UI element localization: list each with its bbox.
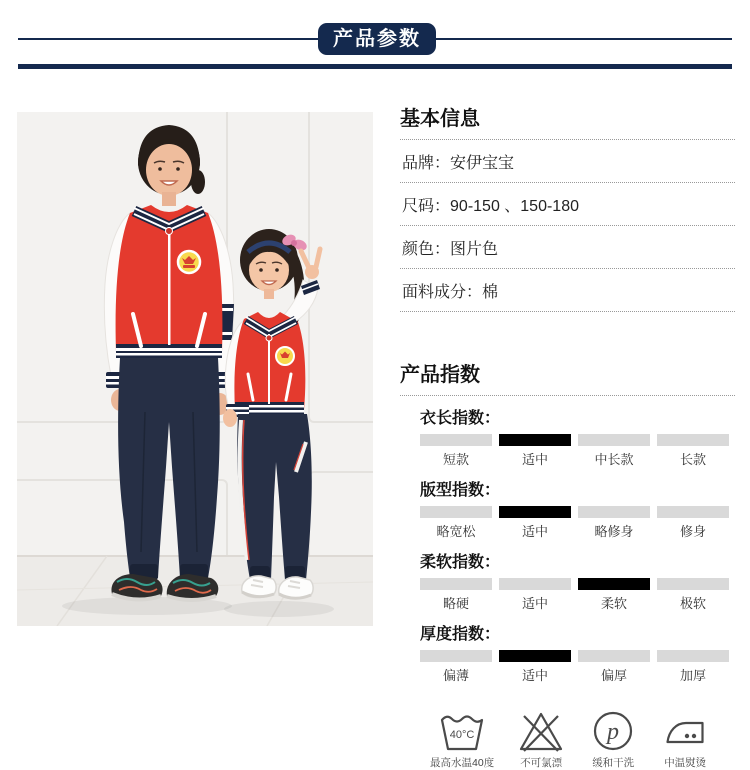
care-label-iron: 中温熨烫 (664, 757, 707, 769)
care-item-iron (660, 710, 710, 770)
fit-index-bars (420, 506, 735, 518)
index-bar (420, 578, 492, 590)
index-bar (420, 650, 492, 662)
product-index-title: 产品指数 (400, 358, 735, 396)
index-group-softness (400, 549, 735, 612)
index-bar (578, 578, 650, 590)
wash-40-icon (437, 710, 487, 752)
color-value: 图片色 (450, 241, 499, 258)
index-option: 修身 (679, 524, 706, 539)
index-option: 略修身 (594, 524, 634, 539)
index-option: 短款 (442, 452, 469, 467)
index-option: 略硬 (442, 596, 469, 611)
index-bar (657, 578, 729, 590)
brand-value: 安伊宝宝 (450, 155, 515, 172)
index-option: 加厚 (679, 668, 706, 683)
index-option: 中长款 (594, 452, 634, 467)
index-group-fit (400, 477, 735, 540)
index-bar (578, 434, 650, 446)
thickness-index-label: 厚度指数： (420, 626, 501, 643)
index-option: 极软 (679, 596, 706, 611)
care-label-dryclean: 缓和干洗 (592, 757, 635, 769)
dry-clean-gentle-icon (588, 710, 638, 752)
no-bleach-icon (516, 710, 566, 752)
index-option: 适中 (521, 524, 548, 539)
softness-index-label: 柔软指数： (420, 554, 501, 571)
index-bar (499, 650, 571, 662)
care-item-bleach (516, 710, 566, 770)
index-bar (499, 506, 571, 518)
info-panel (400, 102, 735, 770)
svg-text:40°C: 40°C (449, 729, 475, 741)
fit-index-label: 版型指数： (420, 482, 501, 499)
index-bar (420, 434, 492, 446)
product-photo (17, 112, 373, 626)
size-value: 90-150 、150-180 (450, 198, 580, 215)
softness-index-bars (420, 578, 735, 590)
care-label-bleach: 不可氯漂 (520, 757, 563, 769)
header-divider (18, 64, 732, 69)
header-line-right (436, 38, 732, 40)
brand-label: 品牌： (402, 155, 451, 172)
index-option: 长款 (679, 452, 706, 467)
softness-index-options (420, 593, 735, 612)
index-option: 适中 (521, 452, 548, 467)
svg-text:p: p (607, 719, 620, 745)
fabric-label: 面料成分： (402, 284, 483, 301)
care-item-dryclean (588, 710, 638, 770)
index-bar (499, 578, 571, 590)
care-label-wash: 最高水温40度 (430, 757, 495, 769)
iron-medium-icon (660, 710, 710, 752)
length-index-label: 衣长指数： (420, 410, 501, 427)
length-index-options (420, 449, 735, 468)
index-bar (657, 650, 729, 662)
header (18, 22, 732, 56)
index-bar (657, 506, 729, 518)
thickness-index-bars (420, 650, 735, 662)
index-group-length (400, 405, 735, 468)
care-item-wash (430, 710, 494, 770)
product-photo-illustration (17, 112, 373, 626)
page-title: 产品参数 (318, 23, 436, 55)
index-option: 适中 (521, 596, 548, 611)
index-option: 柔软 (600, 596, 627, 611)
index-bar (578, 650, 650, 662)
thickness-index-options (420, 665, 735, 684)
index-bar (657, 434, 729, 446)
length-index-bars (420, 434, 735, 446)
product-index-section (400, 358, 735, 684)
index-group-thickness (400, 621, 735, 684)
info-row-fabric (400, 269, 735, 312)
header-line-left (18, 38, 318, 40)
size-label: 尺码： (402, 198, 451, 215)
index-bar (420, 506, 492, 518)
care-instructions (400, 710, 735, 770)
index-option: 略宽松 (436, 524, 476, 539)
info-row-brand (400, 140, 735, 183)
fabric-value: 棉 (482, 284, 499, 301)
index-option: 偏厚 (600, 668, 627, 683)
info-row-color (400, 226, 735, 269)
basic-info-title: 基本信息 (400, 102, 735, 140)
index-bar (499, 434, 571, 446)
index-option: 偏薄 (442, 668, 469, 683)
fit-index-options (420, 521, 735, 540)
info-row-size (400, 183, 735, 226)
color-label: 颜色： (402, 241, 451, 258)
index-bar (578, 506, 650, 518)
index-option: 适中 (521, 668, 548, 683)
